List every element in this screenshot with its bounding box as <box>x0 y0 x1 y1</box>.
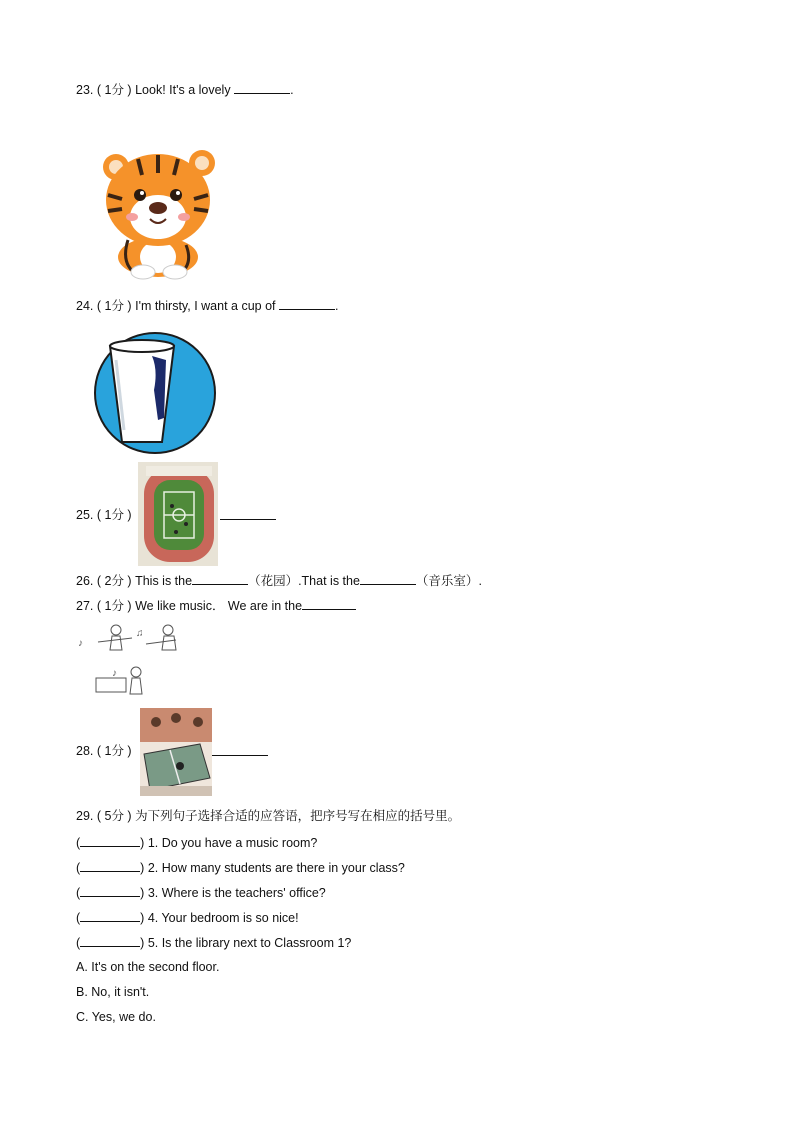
q23-end: . <box>290 83 294 97</box>
q29-item-5: ( ) 5. Is the library next to Classroom 1? <box>76 936 352 950</box>
q29-item-4: ( ) 4. Your bedroom is so nice! <box>76 911 299 925</box>
q29-item-3-blank[interactable] <box>80 884 140 897</box>
q29-item-1-blank[interactable] <box>80 834 140 847</box>
q29-instruction: 为下列句子选择合适的应答语，把序号写在相应的括号里。 <box>135 809 461 823</box>
q27-score: ( 1分 ) <box>96 599 132 613</box>
q26-hint-a: （花园） <box>248 574 299 588</box>
q29-item-2-text: 2. How many students are there in your class? <box>147 861 405 875</box>
q29-item-4-blank[interactable] <box>80 909 140 922</box>
q29-item-2-blank[interactable] <box>80 859 140 872</box>
question-27 <box>76 597 356 614</box>
q25-number: 25. <box>76 508 94 522</box>
q29-option-b: B. No, it isn't. <box>76 985 150 999</box>
q24-score: ( 1分 ) <box>96 299 132 313</box>
q26-text-a: This is the <box>135 574 193 588</box>
q28-score: ( 1分 ) <box>96 744 132 758</box>
q25-answer-blank[interactable] <box>220 507 276 520</box>
q29-score: ( 5分 ) <box>96 809 132 823</box>
q24-text: I'm thirsty, I want a cup of <box>135 299 276 313</box>
q27-text: We like music． We are in the <box>135 599 303 613</box>
q29-item-1: ( ) 1. Do you have a music room? <box>76 836 318 850</box>
q28-answer-blank[interactable] <box>212 743 268 756</box>
question-26 <box>76 572 482 589</box>
question-23 <box>76 81 294 98</box>
q28-number: 28. <box>76 744 94 758</box>
playground-image <box>138 462 218 566</box>
q29-item-1-text: 1. Do you have a music room? <box>147 836 318 850</box>
q24-number: 24. <box>76 299 94 313</box>
q29-option-a: A. It's on the second floor. <box>76 960 220 974</box>
svg-text:♫: ♫ <box>136 628 144 639</box>
q23-answer-blank[interactable] <box>234 81 290 94</box>
question-29 <box>76 808 460 824</box>
q29-item-5-blank[interactable] <box>80 934 140 947</box>
q27-answer-blank[interactable] <box>302 597 356 610</box>
svg-text:♪: ♪ <box>78 638 83 649</box>
table-tennis-image <box>140 708 212 796</box>
svg-text:♪: ♪ <box>112 668 117 679</box>
q23-text: Look! It's a lovely <box>135 83 231 97</box>
q23-score: ( 1分 ) <box>96 83 132 97</box>
question-28 <box>76 743 132 759</box>
q26-number: 26. <box>76 574 94 588</box>
q29-item-5-text: 5. Is the library next to Classroom 1? <box>147 936 352 950</box>
q26-score: ( 2分 ) <box>96 574 132 588</box>
question-25 <box>76 507 132 523</box>
q26-answer-blank-2[interactable] <box>360 572 416 585</box>
q24-end: . <box>334 299 339 313</box>
q23-number: 23. <box>76 83 94 97</box>
q26-end: . <box>478 574 482 588</box>
q25-score: ( 1分 ) <box>96 508 132 522</box>
q29-item-4-text: 4. Your bedroom is so nice! <box>147 911 299 925</box>
tiger-image <box>98 145 216 280</box>
q29-item-3: ( ) 3. Where is the teachers' office? <box>76 886 326 900</box>
q29-option-c: C. Yes, we do. <box>76 1010 156 1024</box>
q24-answer-blank[interactable] <box>279 297 335 310</box>
q29-item-2: ( ) 2. How many students are there in your class? <box>76 861 405 875</box>
q29-number: 29. <box>76 809 94 823</box>
q26-answer-blank-1[interactable] <box>192 572 248 585</box>
glass-of-milk-image <box>92 330 218 456</box>
q26-hint-b: （音乐室） <box>415 574 479 588</box>
q26-text-b: .That is the <box>298 574 360 588</box>
question-24 <box>76 297 338 314</box>
q29-item-3-text: 3. Where is the teachers' office? <box>147 886 326 900</box>
music-class-image <box>76 620 186 700</box>
q27-number: 27. <box>76 599 94 613</box>
